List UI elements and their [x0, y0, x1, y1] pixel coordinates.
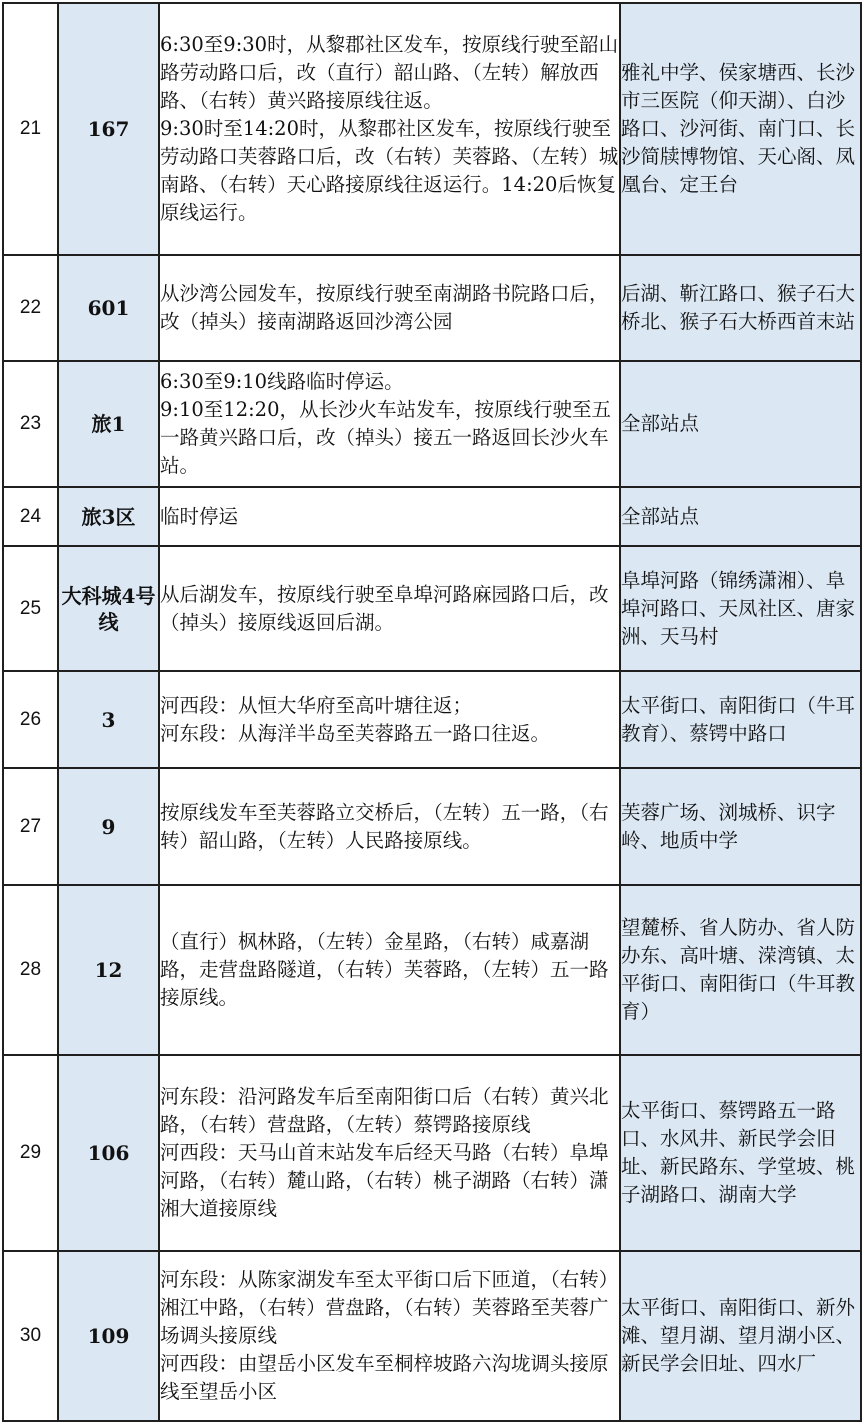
affected-stops: 望麓桥、省人防办、省人防办东、高叶塘、溁湾镇、太平街口、南阳街口（牛耳教育） — [620, 885, 861, 1055]
row-number: 26 — [3, 671, 58, 768]
bus-line: 9 — [58, 768, 159, 885]
route-description: 临时停运 — [159, 487, 620, 546]
row-number: 30 — [3, 1251, 58, 1421]
bus-line: 3 — [58, 671, 159, 768]
affected-stops: 后湖、靳江路口、猴子石大桥北、猴子石大桥西首末站 — [620, 255, 861, 361]
bus-line: 旅1 — [58, 361, 159, 487]
route-description: 按原线发车至芙蓉路立交桥后，（左转）五一路，（右转）韶山路，（左转）人民路接原线。 — [159, 768, 620, 885]
route-description: 河东段：从陈家湖发车至太平街口后下匝道，（右转）湘江中路，（右转）营盘路，（右转）芙蓉路至芙蓉广场调头接原线 河西段：由望岳小区发车至桐梓坡路六沟垅调头接原线至望岳小区 — [159, 1251, 620, 1421]
table-row — [3, 1055, 861, 1251]
route-description: 从沙湾公园发车，按原线行驶至南湖路书院路口后，改（掉头）接南湖路返回沙湾公园 — [159, 255, 620, 361]
row-number: 25 — [3, 546, 58, 671]
affected-stops: 太平街口、南阳街口（牛耳教育）、蔡锷中路口 — [620, 671, 861, 768]
route-description: 河东段：沿河路发车后至南阳街口后（右转）黄兴北路，（右转）营盘路，（左转）蔡锷路接原线 河西段：天马山首末站发车后经天马路（右转）阜埠河路，（右转）麓山路，（右转）桃子湖路（右转）潇湘大道接原线 — [159, 1055, 620, 1251]
row-number: 23 — [3, 361, 58, 487]
row-number: 27 — [3, 768, 58, 885]
bus-line: 大科城4号线 — [58, 546, 159, 671]
affected-stops: 全部站点 — [620, 361, 861, 487]
table-row — [3, 1251, 861, 1421]
affected-stops: 芙蓉广场、浏城桥、识字岭、地质中学 — [620, 768, 861, 885]
bus-line: 12 — [58, 885, 159, 1055]
table-row — [3, 487, 861, 546]
table-row — [3, 671, 861, 768]
bus-line: 109 — [58, 1251, 159, 1421]
affected-stops: 全部站点 — [620, 487, 861, 546]
row-number: 24 — [3, 487, 58, 546]
route-description: 河西段：从恒大华府至高叶塘往返； 河东段：从海洋半岛至芙蓉路五一路口往返。 — [159, 671, 620, 768]
affected-stops: 雅礼中学、侯家塘西、长沙市三医院（仰天湖）、白沙路口、沙河街、南门口、长沙简牍博物馆、天心阁、凤凰台、定王台 — [620, 3, 861, 255]
row-number: 29 — [3, 1055, 58, 1251]
route-description: 从后湖发车，按原线行驶至阜埠河路麻园路口后，改（掉头）接原线返回后湖。 — [159, 546, 620, 671]
affected-stops: 阜埠河路（锦绣潇湘）、阜埠河路口、天凤社区、唐家洲、天马村 — [620, 546, 861, 671]
bus-line: 601 — [58, 255, 159, 361]
row-number: 28 — [3, 885, 58, 1055]
row-number: 21 — [3, 3, 58, 255]
table-row — [3, 3, 861, 255]
row-number: 22 — [3, 255, 58, 361]
route-description: 6:30至9:30时，从黎郡社区发车，按原线行驶至韶山路劳动路口后，改（直行）韶山路、（左转）解放西路、（右转）黄兴路接原线往返。 9:30时至14:20时，从黎郡社区发车，按原线行驶至劳动路口芙蓉路口后，改（右转）芙蓉路、（左转）城南路、（右转）天心路接原线往返运行。14:20后恢复原线运行。 — [159, 3, 620, 255]
bus-line: 167 — [58, 3, 159, 255]
bus-line: 106 — [58, 1055, 159, 1251]
table-row — [3, 546, 861, 671]
bus-line: 旅3区 — [58, 487, 159, 546]
affected-stops: 太平街口、蔡锷路五一路口、水风井、新民学会旧址、新民路东、学堂坡、桃子湖路口、湖南大学 — [620, 1055, 861, 1251]
table-row — [3, 768, 861, 885]
table-row — [3, 255, 861, 361]
route-description: （直行）枫林路，（左转）金星路，（右转）咸嘉湖路，走营盘路隧道，（右转）芙蓉路，（左转）五一路接原线。 — [159, 885, 620, 1055]
table-row — [3, 361, 861, 487]
route-description: 6:30至9:10线路临时停运。 9:10至12:20，从长沙火车站发车，按原线行驶至五一路黄兴路口后，改（掉头）接五一路返回长沙火车站。 — [159, 361, 620, 487]
route-adjustment-table — [2, 2, 862, 1422]
affected-stops: 太平街口、南阳街口、新外滩、望月湖、望月湖小区、新民学会旧址、四水厂 — [620, 1251, 861, 1421]
table-row — [3, 885, 861, 1055]
